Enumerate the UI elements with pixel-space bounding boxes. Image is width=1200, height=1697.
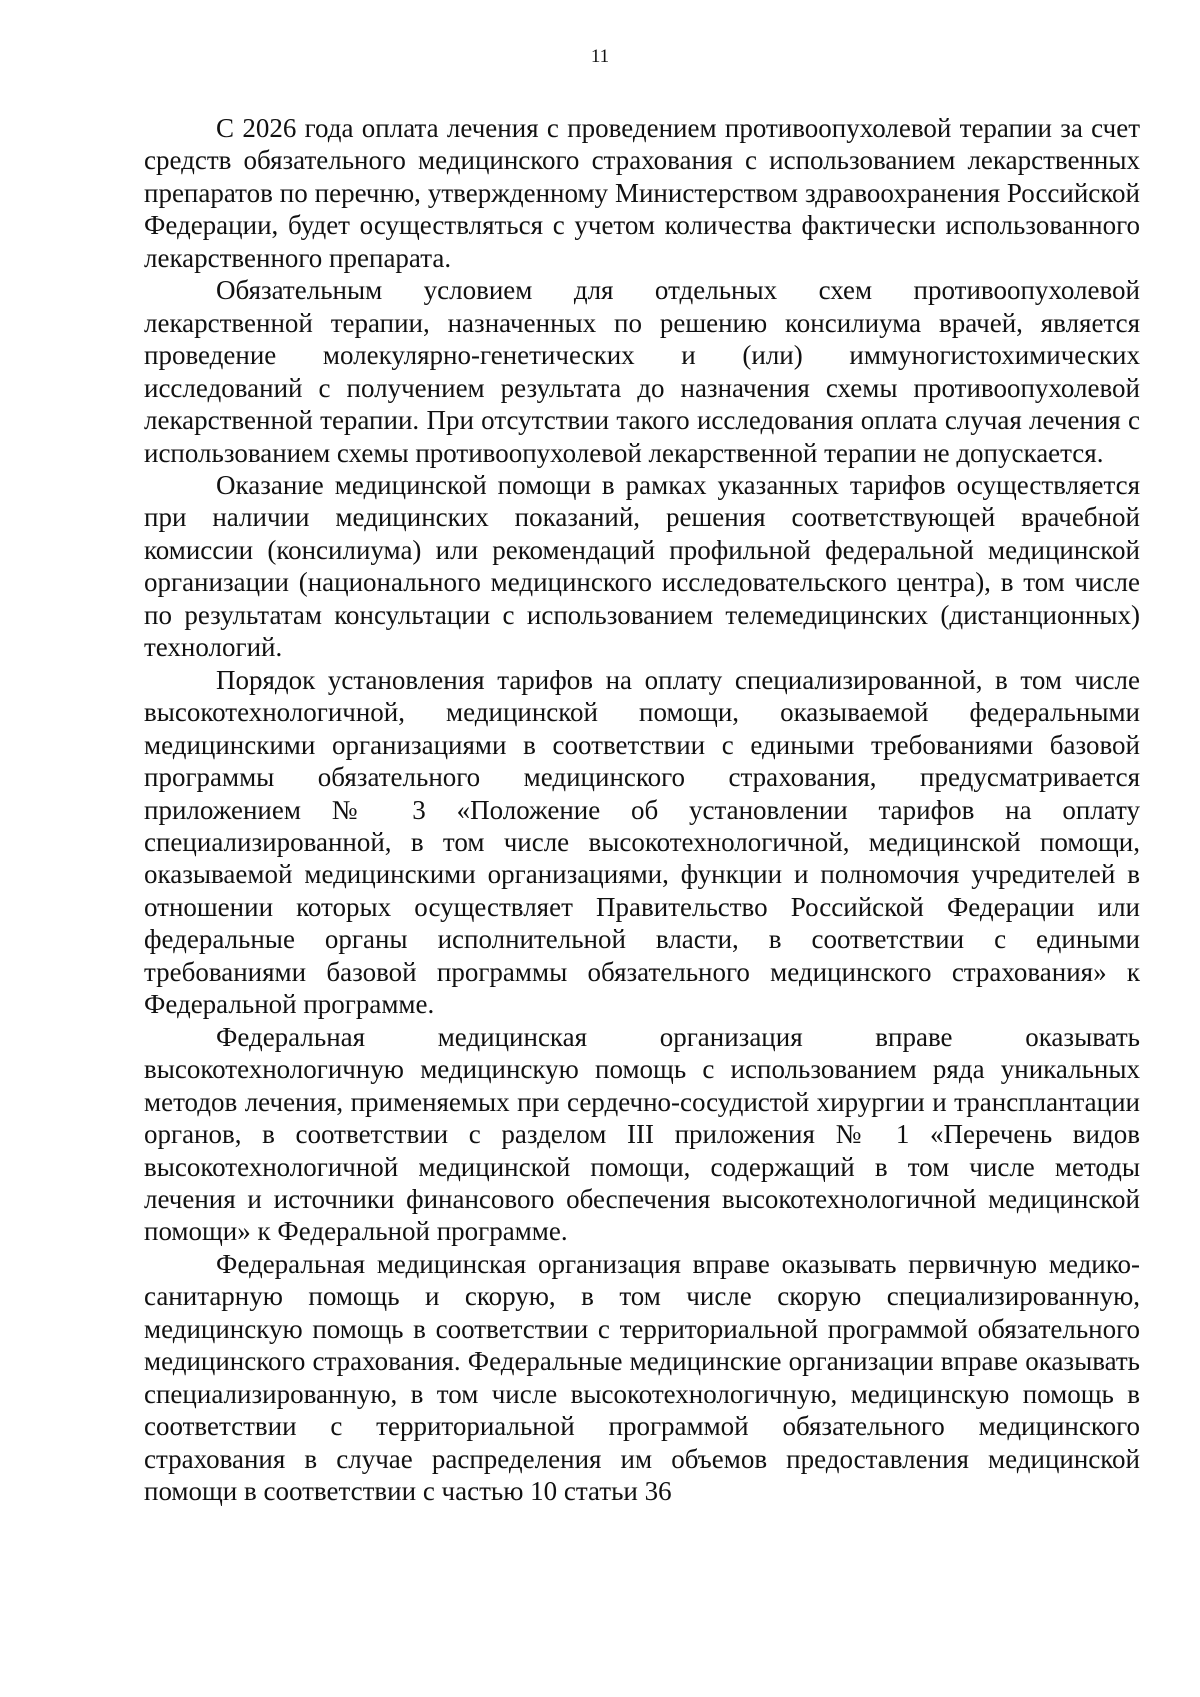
page-number: 11 [590, 46, 610, 67]
document-body [144, 112, 1140, 1507]
paragraph-primary-care: Федеральная медицинская организация вправе оказывать первичную медико-санитарную помощь и скорую, в том числе скорую специализированную, медицинскую помощь в соответствии с территориальной программой обязательного медицинского страхования. Федеральные медицинские организации вправе оказывать специализированную, в том числе высокотехнологичную, медицинскую помощь в соответствии с территориальной программой обязательного медицинского страхования в случае распределения им объемов предоставления медицинской помощи в соответствии с частью 10 статьи 36 [144, 1248, 1140, 1507]
paragraph-tariff-procedure: Порядок установления тарифов на оплату специализированной, в том числе высокотехнологичной, медицинской помощи, оказываемой федеральными медицинскими организациями в соответствии с едиными требованиями базовой программы обязательного медицинского страхования, предусматривается приложением № 3 «Положение об установлении тарифов на оплату специализированной, в том числе высокотехнологичной, медицинской помощи, оказываемой медицинскими организациями, функции и полномочия учредителей в отношении которых осуществляет Правительство Российской Федерации или федеральные органы исполнительной власти, в соответствии с едиными требованиями базовой программы обязательного медицинского страхования» к Федеральной программе. [144, 664, 1140, 1020]
paragraph-mandatory-condition: Обязательным условием для отдельных схем противоопухолевой лекарственной терапии, назначенных по решению консилиума врачей, является проведение молекулярно-генетических и (или) иммуногистохимических исследований с получением результата до назначения схемы противоопухолевой лекарственной терапии. При отсутствии такого исследования оплата случая лечения с использованием схемы противоопухолевой лекарственной терапии не допускается. [144, 275, 1140, 468]
paragraph-high-tech-care: Федеральная медицинская организация вправе оказывать высокотехнологичную медицинскую помощь с использованием ряда уникальных методов лечения, применяемых при сердечно-сосудистой хирургии и трансплантации органов, в соответствии с разделом III приложения № 1 «Перечень видов высокотехнологичной медицинской помощи, содержащий в том числе методы лечения и источники финансового обеспечения высокотехнологичной медицинской помощи» к Федеральной программе. [144, 1021, 1140, 1247]
paragraph-therapy-payment-2026: С 2026 года оплата лечения с проведением противоопухолевой терапии за счет средств обязательного медицинского страхования с использованием лекарственных препаратов по перечню, утвержденному Министерством здравоохранения Российской Федерации, будет осуществляться с учетом количества фактически использованного лекарственного препарата. [144, 113, 1140, 273]
paragraph-medical-care-provision: Оказание медицинской помощи в рамках указанных тарифов осуществляется при наличии медицинских показаний, решения соответствующей врачебной комиссии (консилиума) или рекомендаций профильной федеральной медицинской организации (национального медицинского исследовательского центра), в том числе по результатам консультации с использованием телемедицинских (дистанционных) технологий. [144, 469, 1140, 663]
